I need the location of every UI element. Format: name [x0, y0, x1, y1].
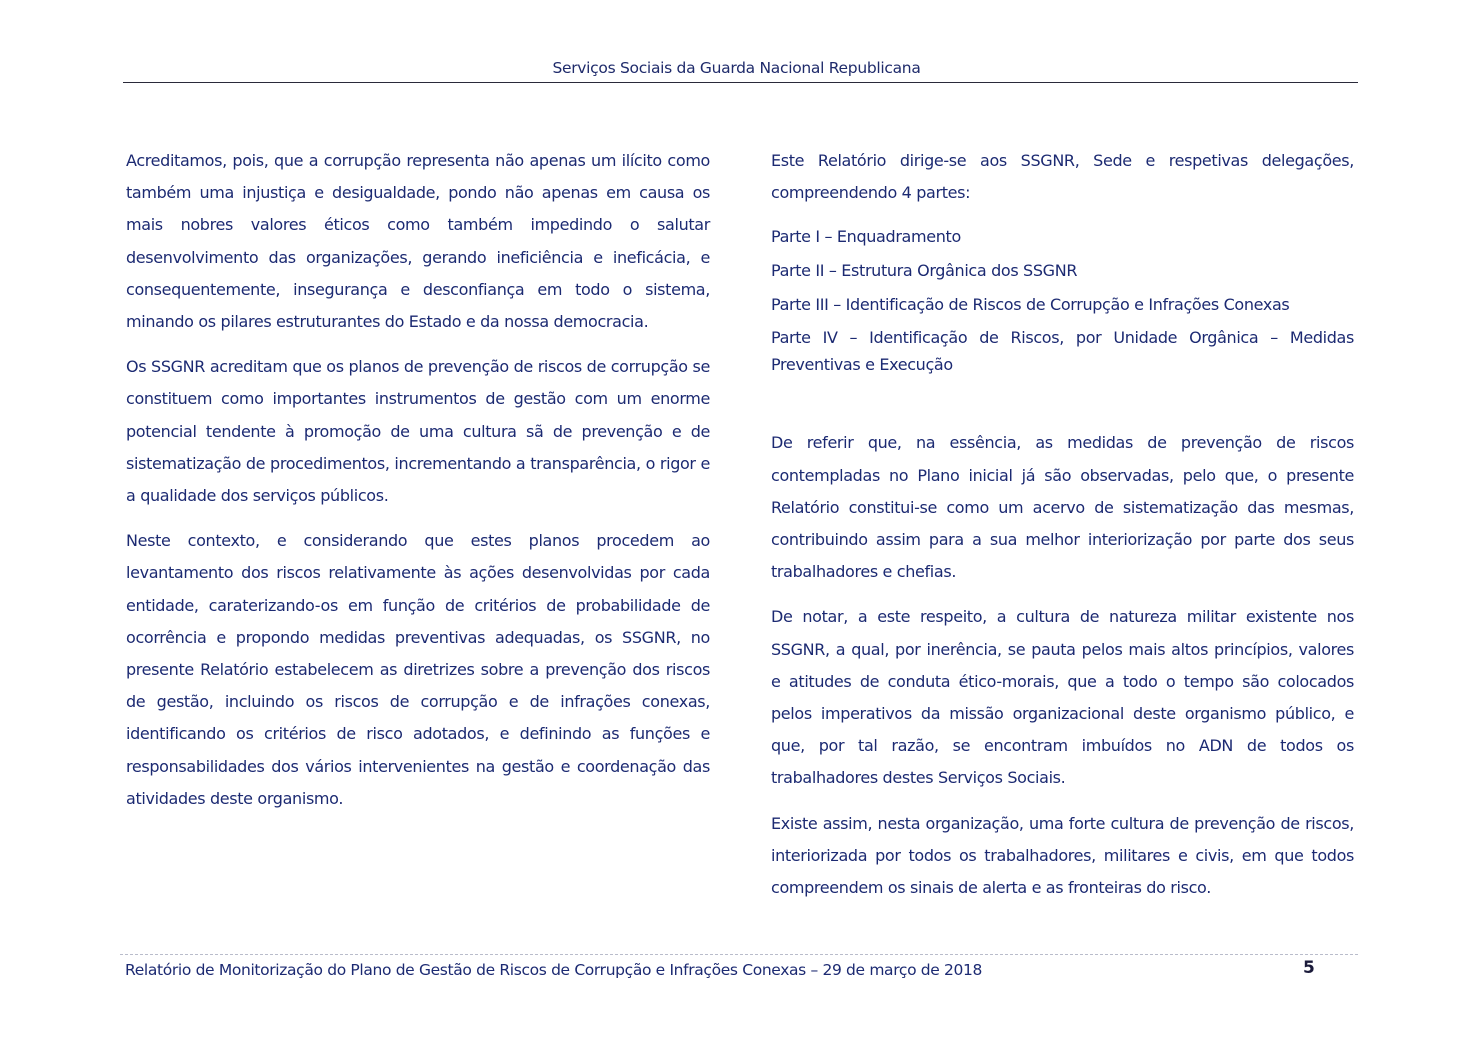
right-paragraph-2: De notar, a este respeito, a cultura de natureza militar existente nos SSGNR, a qual, por inerência, se pauta pelos mais altos princípios, valores e atitudes de conduta ético-morais, que a todo o tempo são colocados pelos imperativos da missão organizacional deste organismo público, e que, por tal razão, se encontram imbuídos no ADN de todos os trabalhadores destes Serviços Sociais. — [771, 607, 1354, 788]
left-paragraph-2: Os SSGNR acreditam que os planos de prevenção de riscos de corrupção se constituem como importantes instrumentos de gestão com um enorme potencial tendente à promoção de uma cultura sã de prevenção e de sistematização de procedimentos, incrementando a transparência, o rigor e a qualidade dos serviços públicos. — [126, 357, 710, 506]
header-divider — [123, 82, 1358, 83]
parte-item-3: Parte III – Identificação de Riscos de Corrupção e Infrações Conexas — [771, 295, 1290, 315]
left-paragraph-1: Acreditamos, pois, que a corrupção representa não apenas um ilícito como também uma injustiça e desigualdade, pondo não apenas em causa os mais nobres valores éticos como também impedindo o salutar desenvolvimento das organizações, gerando ineficiência e ineficácia, e consequentemente, insegurança e desconfiança em todo o sistema, minando os pilares estruturantes do Estado e da nossa democracia. — [126, 151, 710, 332]
left-column — [126, 145, 710, 828]
footer-report-title: Relatório de Monitorização do Plano de Gestão de Riscos de Corrupção e Infrações Conexas – 29 de março de 2018 — [125, 961, 983, 979]
parte-item-1: Parte I – Enquadramento — [771, 227, 961, 247]
parte-item-4: Parte IV – Identificação de Riscos, por Unidade Orgânica – Medidas Preventivas e Execução — [771, 328, 1354, 375]
right-paragraph-1: De referir que, na essência, as medidas de prevenção de riscos contempladas no Plano inicial já são observadas, pelo que, o presente Relatório constitui-se como um acervo de sistematização das mesmas, contribuindo assim para a sua melhor interiorização por parte dos seus trabalhadores e chefias. — [771, 433, 1354, 582]
page-header-title: Serviços Sociais da Guarda Nacional Republicana — [552, 59, 921, 77]
section-spacer — [771, 383, 1354, 427]
left-paragraph-3: Neste contexto, e considerando que estes planos procedem ao levantamento dos riscos relativamente às ações desenvolvidas por cada entidade, caraterizando-os em função de critérios de probabilidade de ocorrência e propondo medidas preventivas adequadas, os SSGNR, no presente Relatório estabelecem as diretrizes sobre a prevenção dos riscos de gestão, incluindo os riscos de corrupção e de infrações conexas, identificando os critérios de risco adotados, e definindo as funções e responsabilidades dos vários intervenientes na gestão e coordenação das atividades deste organismo. — [126, 531, 710, 808]
right-paragraph-3: Existe assim, nesta organização, uma forte cultura de prevenção de riscos, interiorizada por todos os trabalhadores, militares e civis, em que todos compreendem os sinais de alerta e as fronteiras do risco. — [771, 813, 1354, 898]
right-intro-paragraph: Este Relatório dirige-se aos SSGNR, Sede e respetivas delegações, compreendendo 4 partes: — [771, 151, 1354, 203]
page-number: 5 — [1303, 958, 1315, 978]
right-column — [771, 145, 1354, 917]
parte-item-2: Parte II – Estrutura Orgânica dos SSGNR — [771, 261, 1078, 281]
footer-divider — [120, 954, 1358, 955]
